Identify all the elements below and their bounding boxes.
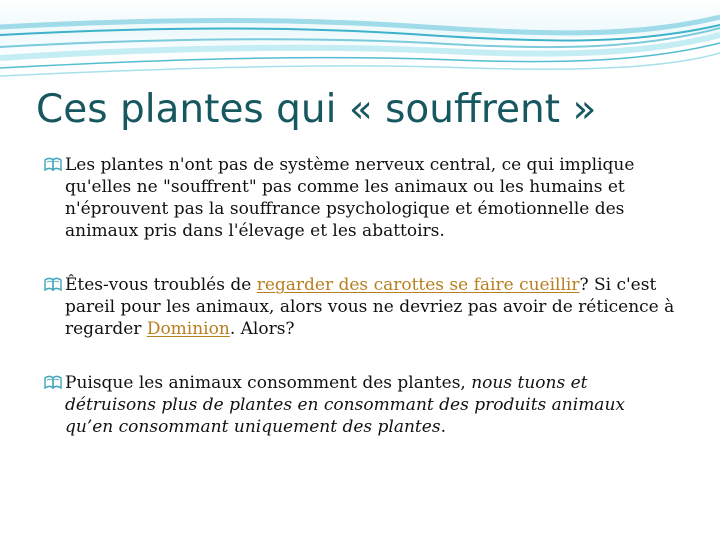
open-book-icon: [44, 375, 62, 389]
bullet-item-animals-eat-plants: [44, 372, 653, 438]
carrots-link[interactable]: regarder des carottes se faire cueillir: [256, 275, 580, 295]
open-book-icon: [44, 157, 62, 171]
italic-emphasis-text: nous tuons et détruisons plus de plantes en consommant des produits animaux qu’en consommant uniquement des plantes: [65, 373, 625, 437]
bullet-text-suffix: .: [440, 417, 446, 437]
top-wave-decoration: [0, 0, 720, 90]
bullet-text: Les plantes n'ont pas de système nerveux central, ce qui implique qu'elles ne "souffrent" pas comme les animaux ou les humains et n'éprouvent pas la souffrance psychologique et émotionnelle des animaux pris dans l'élevage et les abattoirs.: [65, 155, 635, 241]
bullet-text-middle: ? Si c'est pareil pour les animaux, alors vous ne devriez pas avoir de réticence à regarder: [65, 275, 675, 339]
bullet-text-suffix: . Alors?: [229, 319, 295, 339]
slide-title: Ces plantes qui « souffrent »: [36, 87, 597, 132]
bullet-list: [44, 154, 684, 470]
bullet-text-prefix: Êtes-vous troublés de: [65, 275, 257, 295]
dominion-link[interactable]: Dominion: [146, 319, 230, 339]
open-book-icon: [44, 277, 62, 291]
bullet-text-prefix: Puisque les animaux consomment des plantes,: [65, 373, 472, 393]
bullet-item-plants-nervous-system: [44, 154, 635, 242]
bullet-item-carrots-dominion: [44, 274, 689, 340]
